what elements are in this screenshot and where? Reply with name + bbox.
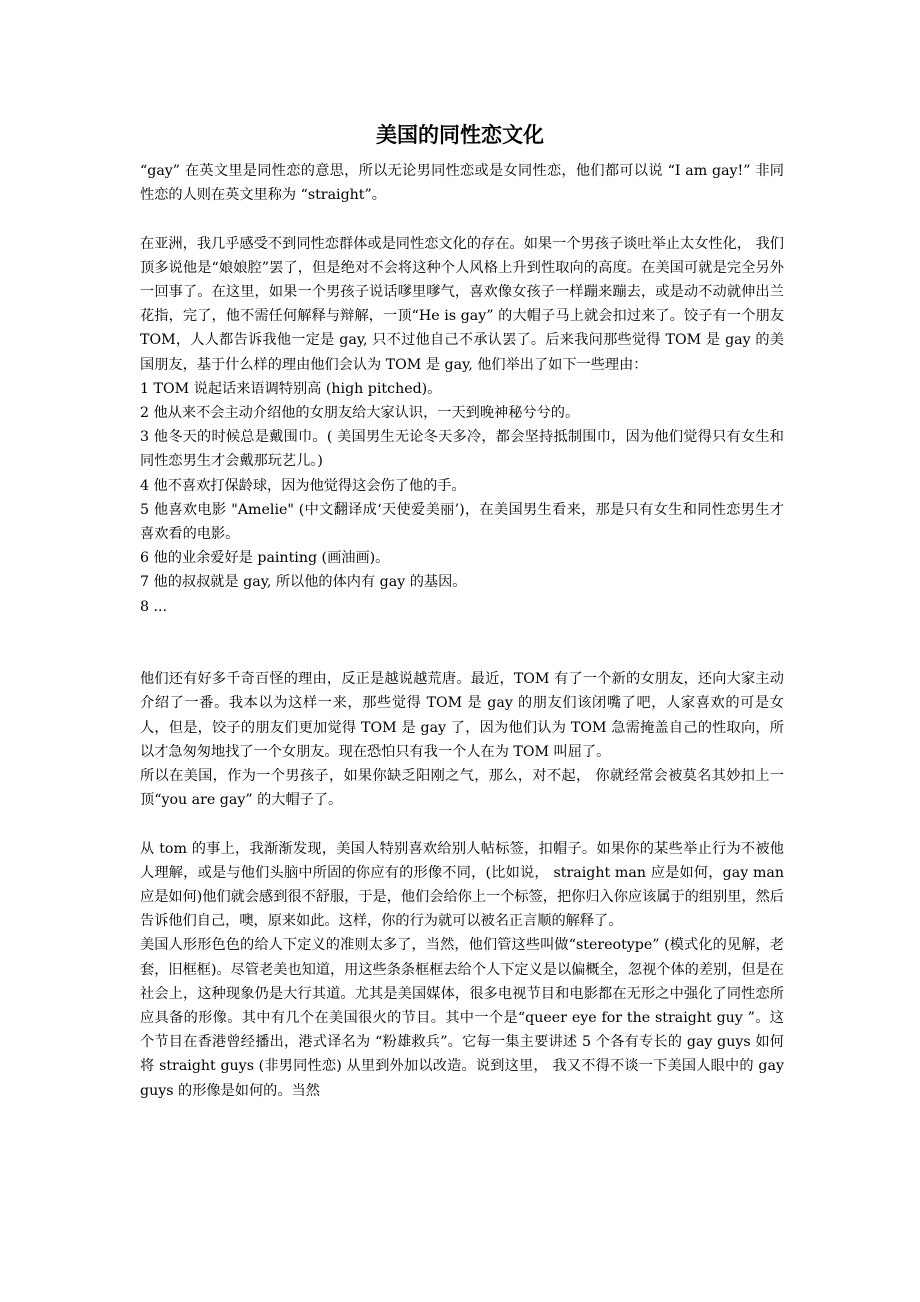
asia-paragraph: 在亚洲，我几乎感受不到同性恋群体或是同性恋文化的存在。如果一个男孩子谈吐举止太女性化， 我们顶多说他是“娘娘腔”罢了，但是绝对不会将这种个人风格上升到性取向的高度。在美国可就是完全另外一回事了。在这里，如果一个男孩子说话嗲里嗲气，喜欢像女孩子一样蹦来蹦去，或是动不动就伸出兰花指，完了，他不需任何解释与辩解，一顶“He is gay” 的大帽子马上就会扣过来了。饺子有一个朋友 TOM，人人都告诉我他一定是 gay, 只不过他自己不承认罢了。后来我问那些觉得 TOM 是 gay 的美国朋友，基于什么样的理由他们会认为 TOM 是 gay, 他们举出了如下一些理由： [140, 235, 784, 373]
paragraph-spacer [140, 207, 784, 231]
document-body [140, 159, 784, 1103]
tom-paragraph: 他们还有好多千奇百怪的理由，反正是越说越荒唐。最近，TOM 有了一个新的女朋友，还向大家主动介绍了一番。我本以为这样一来，那些觉得 TOM 是 gay 的朋友们该闭嘴了吧，人家喜欢的可是女人，但是，饺子的朋友们更加觉得 TOM 是 gay 了，因为他们认为 TOM 急需掩盖自己的性取向，所以才急匆匆地找了一个女朋友。现在恐怕只有我一个人在为 TOM 叫屈了。 [140, 671, 784, 760]
list-item: 2 他从来不会主动介绍他的女朋友给大家认识，一天到晚神秘兮兮的。 [140, 405, 580, 422]
list-item: 7 他的叔叔就是 gay, 所以他的体内有 gay 的基因。 [140, 574, 467, 591]
paragraph-spacer [140, 619, 784, 667]
document-title: 美国的同性恋文化 [376, 123, 544, 147]
reasons-list [140, 377, 784, 619]
stereotype-paragraph: 美国人形形色色的给人下定义的准则太多了，当然，他们管这些叫做“stereotype” (模式化的见解，老套，旧框框)。尽管老美也知道，用这些条条框框去给个人下定义是以偏概全，忽视个体的差别，但是在社会上，这种现象仍是大行其道。尤其是美国媒体，很多电视节目和电影都在无形之中强化了同性恋所应具备的形像。其中有几个在美国很火的节目。其中一个是“queer eye for the straight guy ”。这个节目在香港曾经播出，港式译名为 “粉雄救兵”。它每一集主要讲述 5 个各有专长的 gay guys 如何将 straight guys (非男同性恋) 从里到外加以改造。说到这里， 我又不得不谈一下美国人眼中的 gay guys 的形像是如何的。当然 [140, 937, 784, 1099]
paragraph-spacer [140, 812, 784, 836]
list-item: 6 他的业余爱好是 painting (画油画)。 [140, 550, 390, 567]
list-item: 5 他喜欢电影 "Amelie" (中文翻译成‘天使爱美丽’)，在美国男生看来，那是只有女生和同性恋男生才喜欢看的电影。 [140, 501, 784, 543]
labels-paragraph: 从 tom 的事上，我渐渐发现，美国人特别喜欢给别人帖标签，扣帽子。如果你的某些举止行为不被他人理解，或是与他们头脑中所固的你应有的形像不同，(比如说， straight man 应是如何，gay man 应是如何)他们就会感到很不舒服，于是，他们会给你上一个标签，把你归入你应该属于的组别里，然后告诉他们自己，噢，原来如此。这样，你的行为就可以被名正言顺的解释了。 [140, 840, 784, 930]
list-item: 4 他不喜欢打保龄球，因为他觉得这会伤了他的手。 [140, 477, 466, 494]
list-item: 3 他冬天的时候总是戴围巾。( 美国男生无论冬天多冷，都会坚持抵制围巾，因为他们觉得只有女生和同性恋男生才会戴那玩艺儿。) [140, 429, 784, 470]
conclusion-paragraph: 所以在美国，作为一个男孩子，如果你缺乏阳刚之气，那么，对不起， 你就经常会被莫名其妙扣上一顶“you are gay” 的大帽子了。 [140, 768, 784, 809]
intro-paragraph: “gay” 在英文里是同性恋的意思，所以无论男同性恋或是女同性恋，他们都可以说 “I am gay!” 非同性恋的人则在英文里称为 “straight”。 [140, 163, 784, 204]
list-item: 1 TOM 说起话来语调特别高 (high pitched)。 [140, 380, 442, 397]
list-item: 8 ... [140, 598, 168, 615]
